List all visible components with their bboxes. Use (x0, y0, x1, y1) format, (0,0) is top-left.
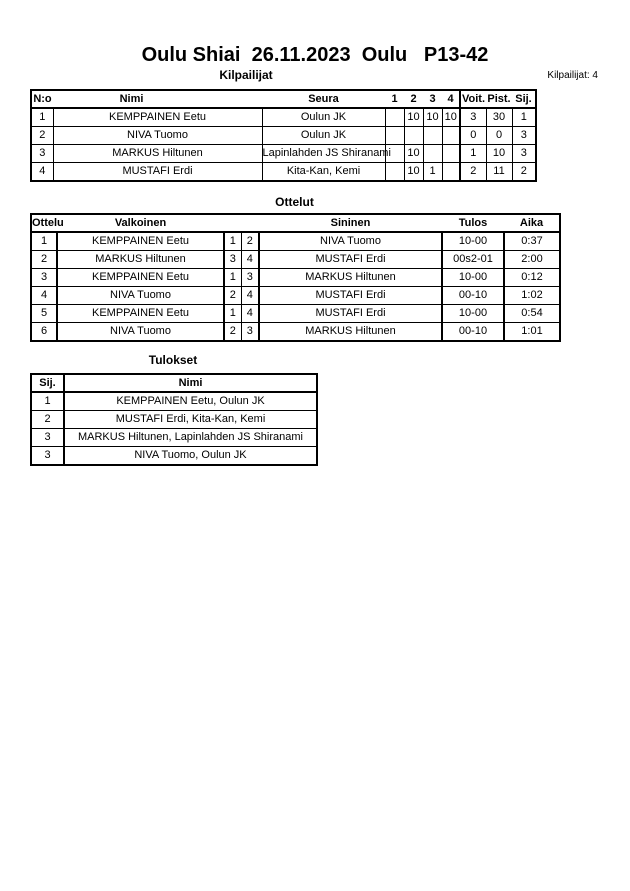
points-value: 10 (486, 145, 512, 163)
competitor-count: Kilpailijat: 4 (547, 70, 598, 81)
points-value: 11 (486, 163, 512, 182)
table-row (31, 323, 560, 342)
wins-value: 2 (460, 163, 486, 182)
kilpailijat-header-row (31, 90, 536, 108)
table-row (31, 305, 560, 323)
competitor-name: NIVA Tuomo (53, 127, 262, 145)
round4-score (442, 145, 460, 163)
match-result: 00-10 (442, 287, 504, 305)
match-time: 2:00 (504, 251, 560, 269)
round3-score (423, 145, 442, 163)
competitor-club: Oulun JK (262, 108, 385, 127)
col-header-seura: Seura (262, 90, 385, 108)
competitor-club: Kita-Kan, Kemi (262, 163, 385, 182)
blue-competitor-number: 4 (241, 251, 259, 269)
blue-competitor: MUSTAFI Erdi (259, 305, 442, 323)
col-header-round1: 1 (385, 90, 404, 108)
result-placement: 3 (31, 429, 64, 447)
white-competitor: NIVA Tuomo (57, 323, 224, 342)
blue-competitor: MARKUS Hiltunen (259, 323, 442, 342)
placement-value: 2 (512, 163, 536, 182)
ottelut-header-row (31, 214, 560, 232)
col-header-voit: Voit. (460, 90, 486, 108)
white-competitor-number: 1 (224, 232, 241, 251)
table-row (31, 108, 536, 127)
round1-score (385, 127, 404, 145)
ottelut-table (30, 213, 561, 342)
competitor-name: MARKUS Hiltunen (53, 145, 262, 163)
col-header-round3: 3 (423, 90, 442, 108)
match-time: 0:54 (504, 305, 560, 323)
white-competitor-number: 3 (224, 251, 241, 269)
blue-competitor: MUSTAFI Erdi (259, 251, 442, 269)
blue-competitor: NIVA Tuomo (259, 232, 442, 251)
white-competitor-number: 1 (224, 269, 241, 287)
col-header-sij: Sij. (31, 374, 64, 392)
round2-score: 10 (404, 145, 423, 163)
round2-score: 10 (404, 108, 423, 127)
col-header-aika: Aika (504, 214, 560, 232)
match-number: 6 (31, 323, 57, 342)
round4-score (442, 127, 460, 145)
match-time: 1:02 (504, 287, 560, 305)
wins-value: 0 (460, 127, 486, 145)
white-competitor-number: 1 (224, 305, 241, 323)
col-header-blue-number (241, 214, 259, 232)
round3-score: 10 (423, 108, 442, 127)
col-header-nimi: Nimi (64, 374, 317, 392)
wins-value: 3 (460, 108, 486, 127)
match-number: 1 (31, 232, 57, 251)
white-competitor: NIVA Tuomo (57, 287, 224, 305)
result-competitor: MARKUS Hiltunen, Lapinlahden JS Shiranami (64, 429, 317, 447)
tulokset-table (30, 373, 318, 466)
match-number: 2 (31, 251, 57, 269)
kilpailijat-table (30, 89, 537, 182)
table-row (31, 251, 560, 269)
col-header-nimi: Nimi (53, 90, 262, 108)
white-competitor: KEMPPAINEN Eetu (57, 269, 224, 287)
match-time: 0:37 (504, 232, 560, 251)
competitor-name: MUSTAFI Erdi (53, 163, 262, 182)
white-competitor: KEMPPAINEN Eetu (57, 305, 224, 323)
match-result: 00-10 (442, 323, 504, 342)
section-title-tulokset: Tulokset (148, 353, 198, 367)
table-row (31, 392, 317, 411)
white-competitor: MARKUS Hiltunen (57, 251, 224, 269)
white-competitor: KEMPPAINEN Eetu (57, 232, 224, 251)
col-header-round2: 2 (404, 90, 423, 108)
match-number: 5 (31, 305, 57, 323)
blue-competitor-number: 3 (241, 323, 259, 342)
match-number: 4 (31, 287, 57, 305)
blue-competitor-number: 2 (241, 232, 259, 251)
match-result: 00s2-01 (442, 251, 504, 269)
points-value: 0 (486, 127, 512, 145)
competitor-club: Lapinlahden JS Shiranami (262, 145, 385, 163)
table-row (31, 447, 317, 466)
round1-score (385, 108, 404, 127)
white-competitor-number: 2 (224, 287, 241, 305)
competitor-name: KEMPPAINEN Eetu (53, 108, 262, 127)
col-header-no: N:o (31, 90, 53, 108)
table-row (31, 429, 317, 447)
placement-value: 3 (512, 145, 536, 163)
table-row (31, 145, 536, 163)
result-competitor: KEMPPAINEN Eetu, Oulun JK (64, 392, 317, 411)
page-title: Oulu Shiai 26.11.2023 Oulu P13-42 (141, 44, 489, 66)
table-row (31, 163, 536, 182)
competitor-number: 4 (31, 163, 53, 182)
competitor-number: 1 (31, 108, 53, 127)
round4-score (442, 163, 460, 182)
round1-score (385, 163, 404, 182)
round2-score: 10 (404, 163, 423, 182)
result-competitor: NIVA Tuomo, Oulun JK (64, 447, 317, 466)
match-result: 10-00 (442, 305, 504, 323)
wins-value: 1 (460, 145, 486, 163)
blue-competitor-number: 4 (241, 305, 259, 323)
blue-competitor: MUSTAFI Erdi (259, 287, 442, 305)
col-header-tulos: Tulos (442, 214, 504, 232)
table-row (31, 127, 536, 145)
table-row (31, 287, 560, 305)
match-time: 1:01 (504, 323, 560, 342)
col-header-ottelu: Ottelu (31, 214, 57, 232)
placement-value: 1 (512, 108, 536, 127)
points-value: 30 (486, 108, 512, 127)
result-placement: 2 (31, 411, 64, 429)
section-title-ottelut: Ottelut (275, 195, 314, 209)
col-header-pist: Pist. (486, 90, 512, 108)
col-header-sij: Sij. (512, 90, 536, 108)
section-title-kilpailijat: Kilpailijat (219, 68, 273, 82)
result-placement: 3 (31, 447, 64, 466)
round3-score: 1 (423, 163, 442, 182)
col-header-white-number (224, 214, 241, 232)
table-row (31, 269, 560, 287)
table-row (31, 411, 317, 429)
competitor-number: 2 (31, 127, 53, 145)
competitor-club: Oulun JK (262, 127, 385, 145)
placement-value: 3 (512, 127, 536, 145)
blue-competitor-number: 4 (241, 287, 259, 305)
col-header-sininen: Sininen (259, 214, 442, 232)
tulokset-header-row (31, 374, 317, 392)
col-header-round4: 4 (442, 90, 460, 108)
col-header-valkoinen: Valkoinen (57, 214, 224, 232)
round4-score: 10 (442, 108, 460, 127)
match-result: 10-00 (442, 269, 504, 287)
round3-score (423, 127, 442, 145)
blue-competitor-number: 3 (241, 269, 259, 287)
white-competitor-number: 2 (224, 323, 241, 342)
result-placement: 1 (31, 392, 64, 411)
match-result: 10-00 (442, 232, 504, 251)
match-number: 3 (31, 269, 57, 287)
table-row (31, 232, 560, 251)
result-competitor: MUSTAFI Erdi, Kita-Kan, Kemi (64, 411, 317, 429)
competitor-number: 3 (31, 145, 53, 163)
blue-competitor: MARKUS Hiltunen (259, 269, 442, 287)
round2-score (404, 127, 423, 145)
match-time: 0:12 (504, 269, 560, 287)
